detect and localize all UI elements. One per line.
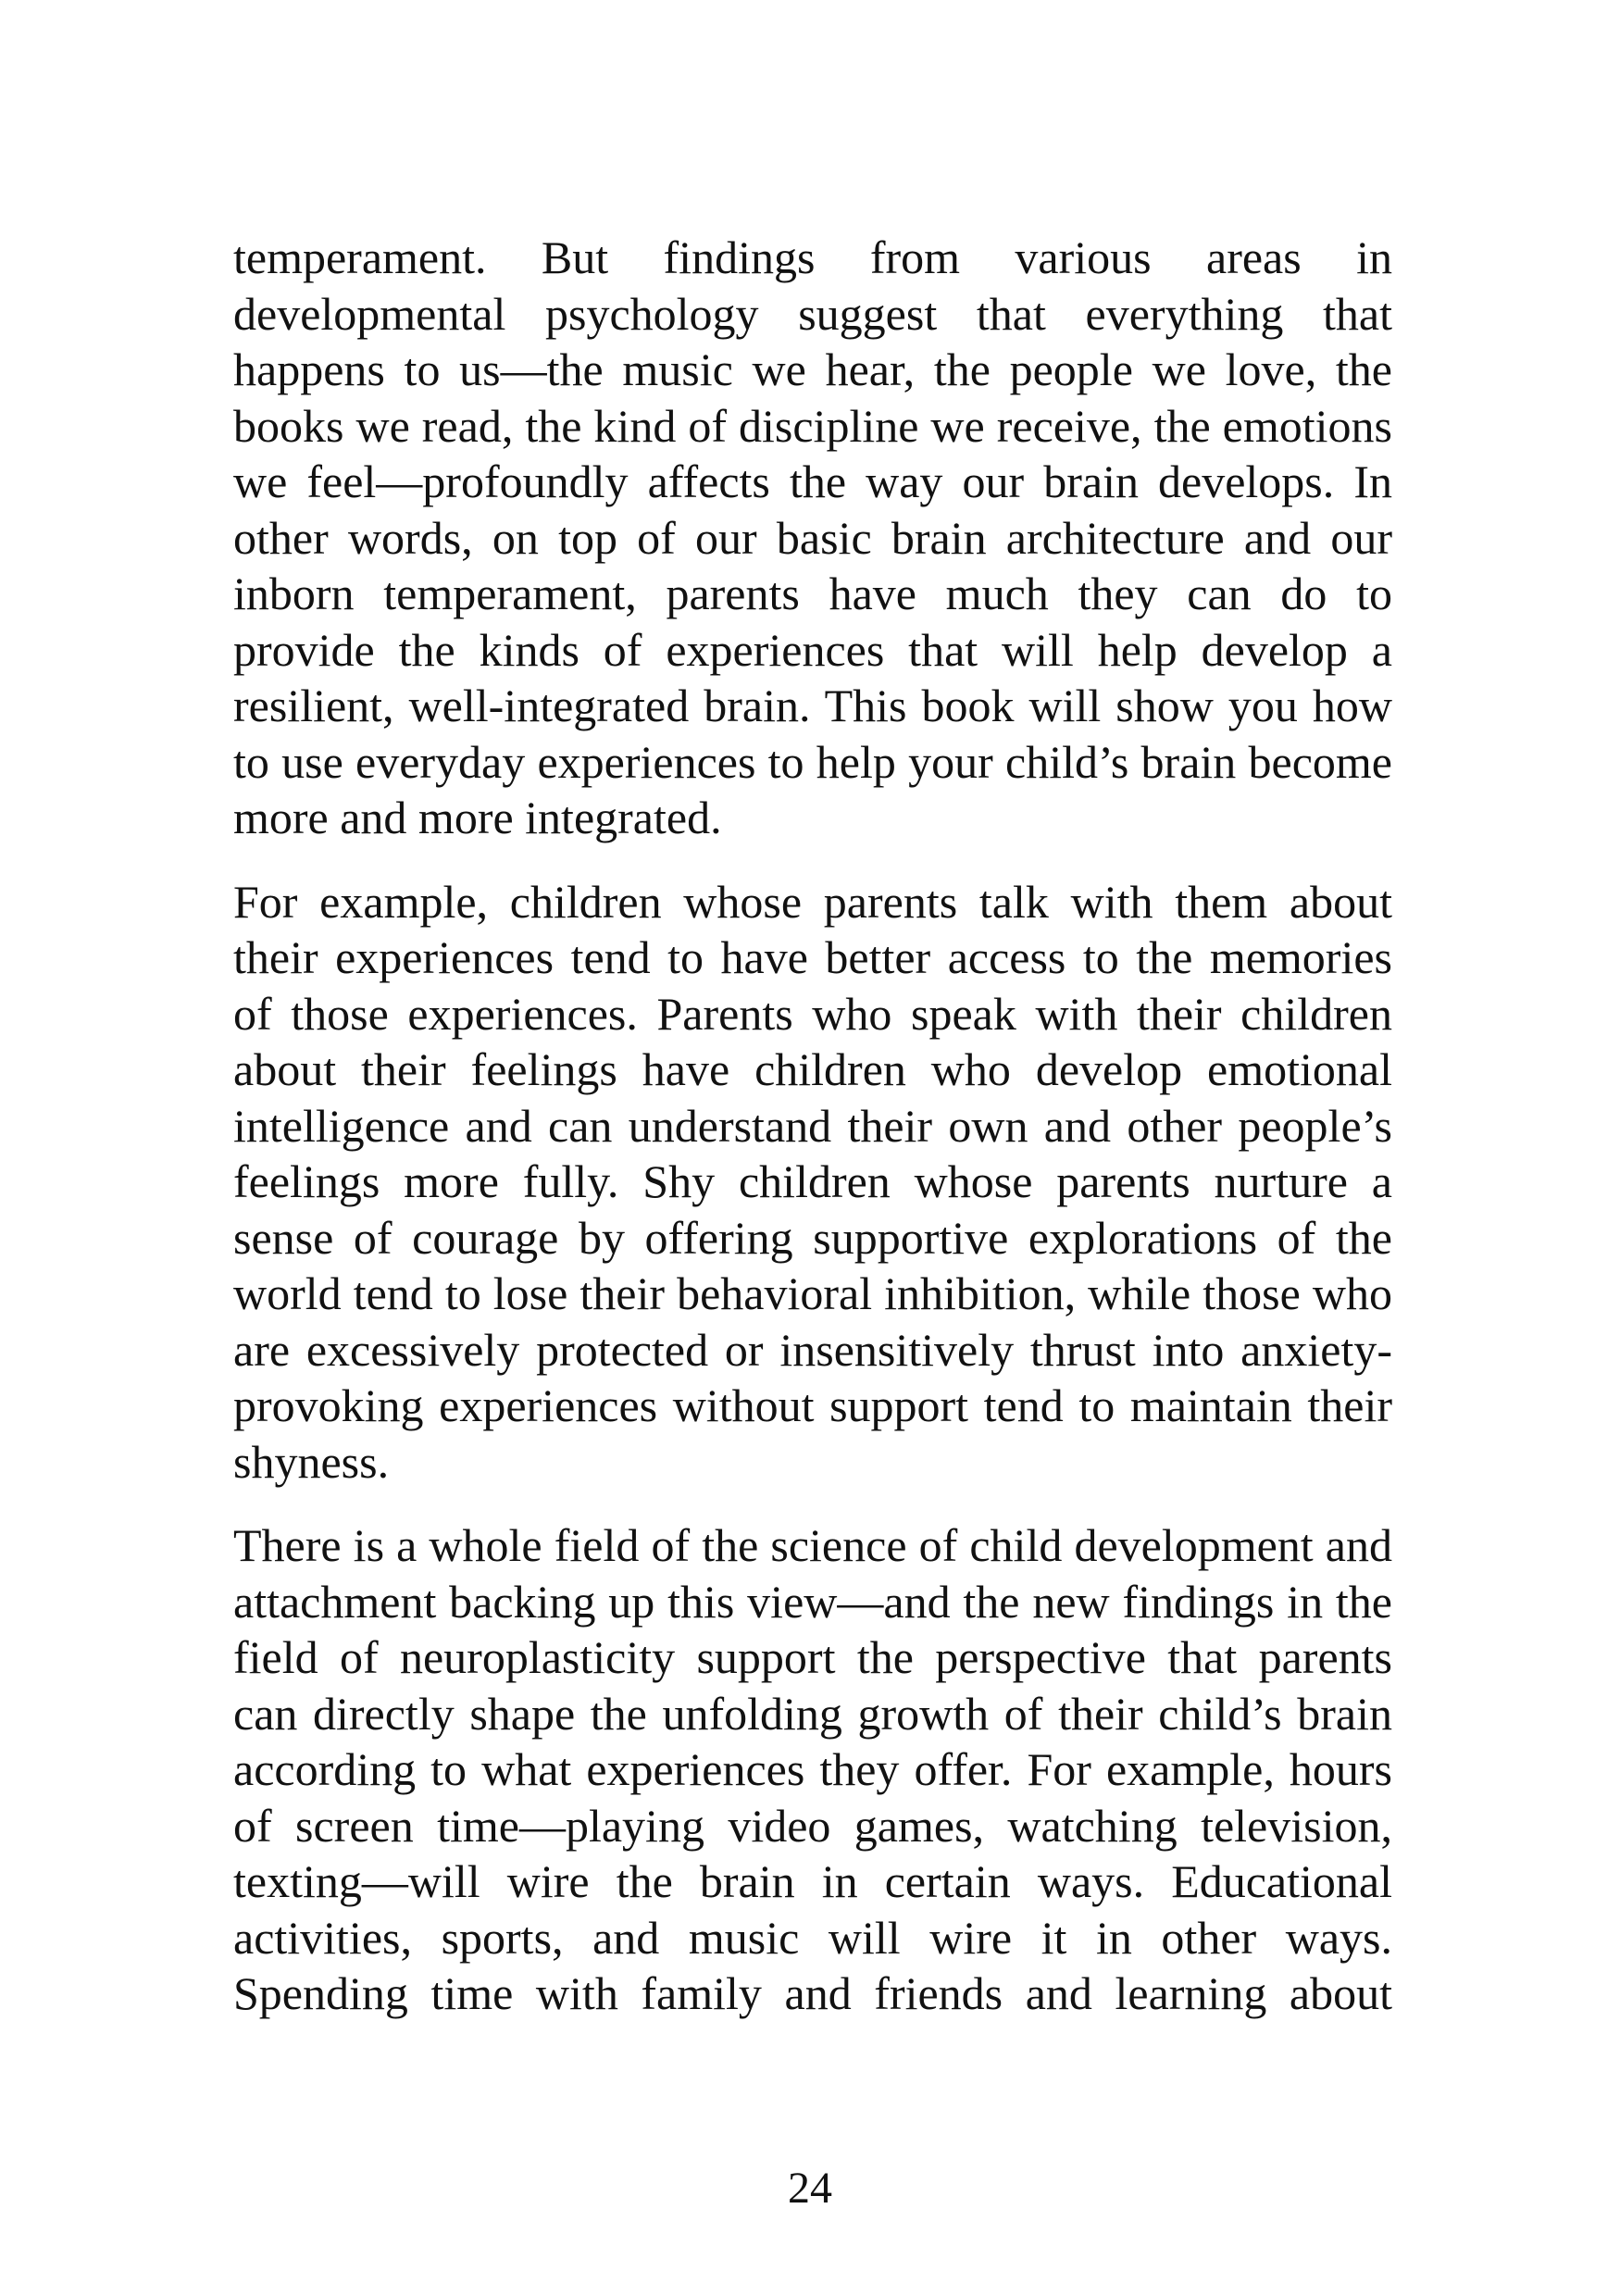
body-text — [233, 230, 1392, 2022]
paragraph-1: temperament. But findings from various areas in developmental psychology suggest that everything that happens to us—the music we hear, the people we love, the books we read, the kind of discipline we receive, the emotions we feel—profoundly affects the way our brain develops. In other words, on top of our basic brain architecture and our inborn temperament, parents have much they can do to provide the kinds of experiences that will help develop a resilient, well-integrated brain. This book will show you how to use everyday experiences to help your child’s brain become more and more integrated. — [233, 231, 1392, 843]
paragraph-2: For example, children whose parents talk with them about their experiences tend to have better access to the memories of those experiences. Parents who speak with their children about their feelings have children who develop emotional intelligence and can understand their own and other people’s feelings more fully. Shy children whose parents nurture a sense of courage by offering supportive explorations of the world tend to lose their behavioral inhibition, while those who are excessively protected or insensitively thrust into anxiety-provoking experiences without support tend to maintain their shyness. — [233, 875, 1392, 1488]
paragraph-3: There is a whole field of the science of child development and attachment backing up this view—and the new findings in the field of neuroplasticity support the perspective that parents can directly shape the unfolding growth of their child’s brain according to what experiences they offer. For example, hours of screen time—playing video games, watching television, texting—will wire the brain in certain ways. Educational activities, sports, and music will wire it in other ways. Spending time with family and friends and learning about — [233, 1519, 1392, 2019]
page-number: 24 — [788, 2164, 832, 2213]
